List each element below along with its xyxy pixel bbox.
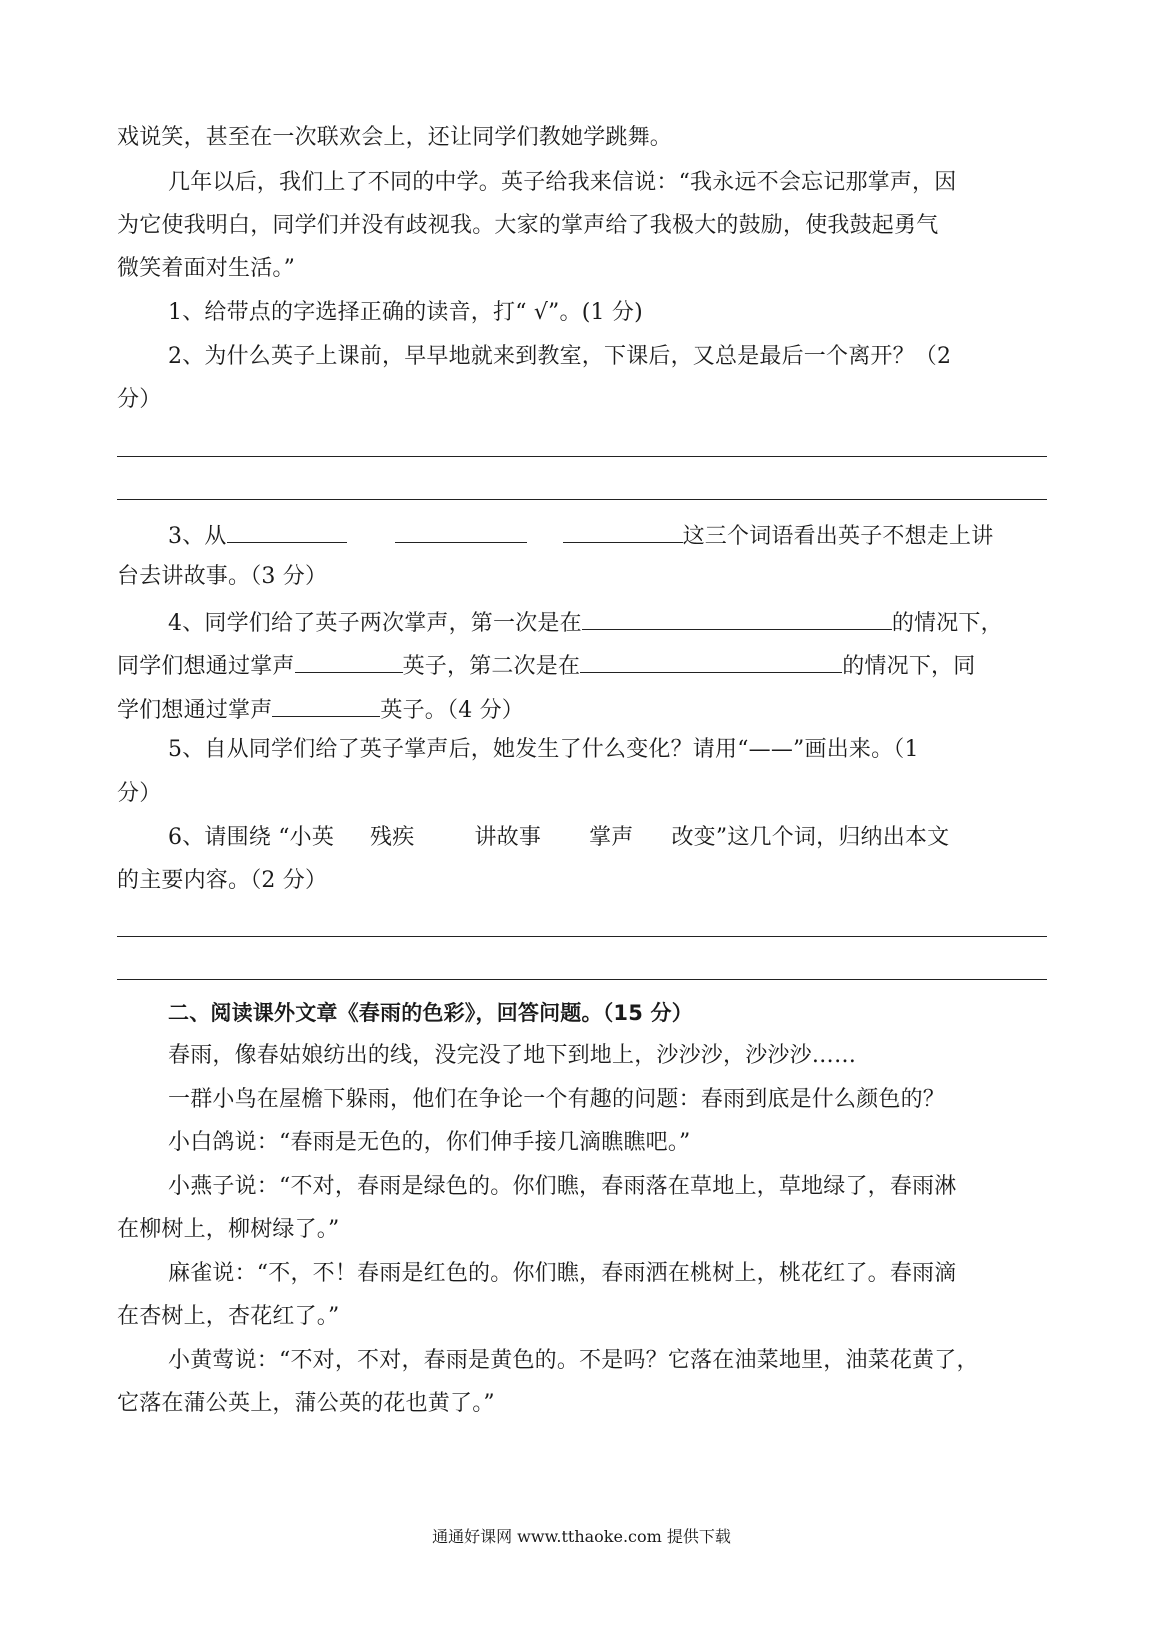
- question-4-text: 4、同学们给了英子两次掌声，第一次是在: [168, 611, 582, 636]
- passage-line: 几年以后，我们上了不同的中学。英子给我来信说：“我永远不会忘记那掌声，因: [168, 170, 957, 195]
- reading-paragraph: 一群小鸟在屋檐下躲雨，他们在争论一个有趣的问题：春雨到底是什么颜色的？: [168, 1087, 946, 1112]
- question-4-text: 同学们想通过掌声: [117, 654, 295, 679]
- question-4-continued: [117, 648, 1047, 682]
- reading-paragraph: 麻雀说：“不，不！春雨是红色的。你们瞧，春雨洒在桃树上，桃花红了。春雨滴: [168, 1261, 957, 1286]
- answer-line[interactable]: [117, 499, 1047, 500]
- question-6-continued: 的主要内容。（2 分）: [117, 868, 328, 893]
- question-4: [168, 605, 1047, 639]
- question-5: 5、自从同学们给了英子掌声后，她发生了什么变化？请用“——”画出来。（1: [168, 737, 919, 762]
- reading-paragraph: 小燕子说：“不对，春雨是绿色的。你们瞧，春雨落在草地上，草地绿了，春雨淋: [168, 1174, 957, 1199]
- answer-line[interactable]: [117, 456, 1047, 457]
- answer-line[interactable]: [117, 936, 1047, 937]
- passage-line: 为它使我明白，同学们并没有歧视我。大家的掌声给了我极大的鼓励，使我鼓起勇气: [117, 213, 939, 238]
- question-6: [168, 823, 1047, 853]
- page-footer: 通通好课网 www.tthaoke.com 提供下载: [432, 1527, 731, 1546]
- question-6-text: 残疾: [370, 825, 415, 850]
- section-heading: 二、阅读课外文章《春雨的色彩》，回答问题。（15 分）: [168, 1001, 693, 1025]
- question-6-text: 改变”这几个词，归纳出本文: [671, 825, 950, 850]
- answer-blank[interactable]: [395, 518, 527, 543]
- answer-blank[interactable]: [295, 648, 403, 673]
- reading-paragraph: 春雨，像春姑娘纺出的线，没完没了地下到地上，沙沙沙，沙沙沙……: [168, 1043, 857, 1068]
- reading-paragraph: 小黄莺说：“不对，不对，春雨是黄色的。不是吗？它落在油菜地里，油菜花黄了，: [168, 1348, 979, 1373]
- reading-paragraph-continued: 在杏树上，杏花红了。”: [117, 1304, 340, 1329]
- answer-blank[interactable]: [227, 518, 347, 543]
- question-6-text: 讲故事: [474, 825, 542, 850]
- reading-paragraph-continued: 它落在蒲公英上，蒲公英的花也黄了。”: [117, 1391, 495, 1416]
- question-3: [168, 518, 1047, 552]
- question-4-text: 英子。（4 分）: [380, 698, 524, 723]
- answer-blank[interactable]: [272, 692, 380, 717]
- question-2-continued: 分）: [117, 387, 162, 412]
- question-2: 2、为什么英子上课前，早早地就来到教室，下课后，又总是最后一个离开？（2: [168, 344, 952, 369]
- question-4-text: 的情况下，: [891, 611, 1003, 636]
- question-4-continued: [117, 692, 1047, 726]
- question-4-text: 的情况下，同: [842, 654, 976, 679]
- reading-paragraph-continued: 在柳树上，柳树绿了。”: [117, 1217, 340, 1242]
- answer-blank[interactable]: [582, 605, 892, 630]
- answer-line[interactable]: [117, 979, 1047, 980]
- question-4-text: 英子，第二次是在: [402, 654, 581, 679]
- passage-line: 戏说笑，甚至在一次联欢会上，还让同学们教她学跳舞。: [117, 125, 673, 150]
- question-6-text: 6、请围绕 “小英: [168, 825, 335, 850]
- passage-line: 微笑着面对生活。”: [117, 256, 296, 281]
- question-1: 1、给带点的字选择正确的读音，打“ √”。(1 分): [168, 300, 643, 325]
- question-3-continued: 台去讲故事。（3 分）: [117, 564, 328, 589]
- answer-blank[interactable]: [563, 518, 683, 543]
- question-6-text: 掌声: [589, 825, 634, 850]
- reading-paragraph: 小白鸽说：“春雨是无色的，你们伸手接几滴瞧瞧吧。”: [168, 1130, 691, 1155]
- answer-blank[interactable]: [580, 648, 842, 673]
- question-3-prefix: 3、从: [168, 524, 227, 549]
- question-4-text: 学们想通过掌声: [117, 698, 273, 723]
- question-5-continued: 分）: [117, 781, 162, 806]
- question-3-suffix: 这三个词语看出英子不想走上讲: [682, 524, 994, 549]
